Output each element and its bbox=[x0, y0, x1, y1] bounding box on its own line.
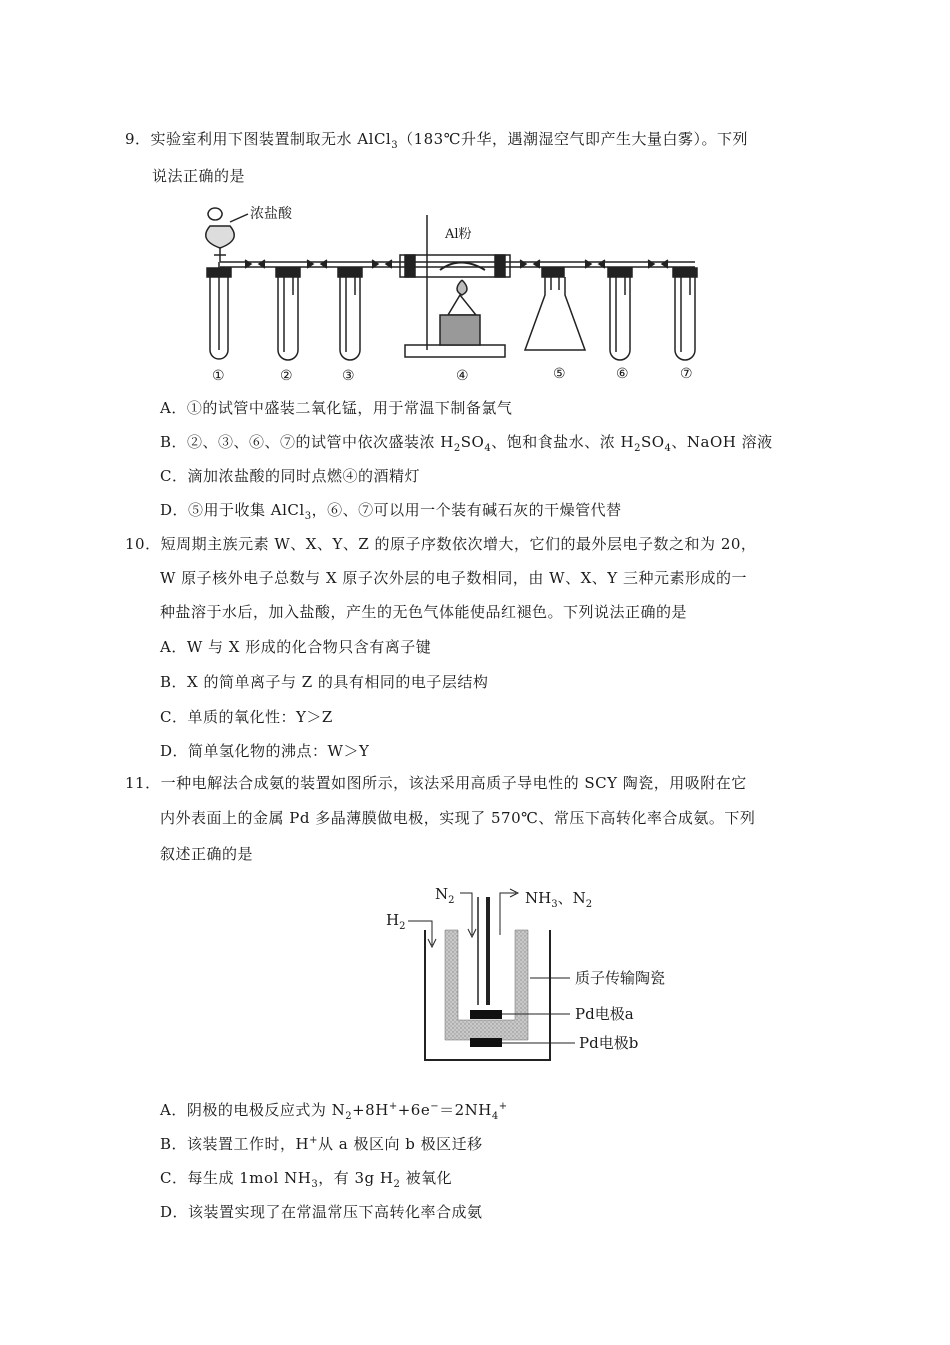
q10-stem-line2: W 原子核外电子总数与 X 原子次外层的电子数相同，由 W、X、Y 三种元素形成的一 bbox=[160, 569, 747, 587]
number-4: ④ bbox=[456, 368, 469, 384]
label-proton-ceramic: 质子传输陶瓷 bbox=[575, 969, 666, 987]
q11-option-b: B．该装置工作时，H+从 a 极区向 b 极区迁移 bbox=[160, 1135, 483, 1153]
q11-stem-line3: 叙述正确的是 bbox=[160, 845, 254, 863]
label-conc-hcl: 浓盐酸 bbox=[250, 206, 292, 222]
label-al-powder: Al粉 bbox=[445, 227, 472, 242]
q10-stem-line1: 10．短周期主族元素 W、X、Y、Z 的原子序数依次增大，它们的最外层电子数之和为 20， bbox=[125, 535, 757, 553]
q9-option-b: B．②、③、⑥、⑦的试管中依次盛装浓 $H_2SO_4$、饱和食盐水、浓 $H_2SO_4$、NaOH 溶液 bbox=[160, 433, 773, 454]
q11-stem-line2: 内外表面上的金属 Pd 多晶薄膜做电极，实现了 570℃、常压下高转化率合成氨。下列 bbox=[160, 809, 756, 827]
q9-stem-line1: 9．实验室利用下图装置制取无水 AlCl$_3$（183℃升华，遇潮湿空气即产生大量白雾）。下列 bbox=[125, 130, 749, 151]
q10-option-b: B．X 的简单离子与 Z 的具有相同的电子层结构 bbox=[160, 673, 489, 691]
q9-option-c: C．滴加浓盐酸的同时点燃④的酒精灯 bbox=[160, 467, 420, 485]
number-2: ② bbox=[280, 368, 293, 384]
number-1: ① bbox=[212, 368, 225, 384]
number-6: ⑥ bbox=[616, 366, 629, 382]
label-pd-electrode-b: Pd电极b bbox=[579, 1034, 639, 1052]
q11-option-a: A．阴极的电极反应式为 $N_2+8H^++6e^-=2NH_4^+$ bbox=[160, 1101, 508, 1122]
q10-option-c: C．单质的氧化性：Y＞Z bbox=[160, 708, 333, 726]
q11-option-c: C．每生成 1mol $NH_3$，有 3g $H_2$ 被氧化 bbox=[160, 1169, 453, 1190]
q10-option-d: D．简单氢化物的沸点：W＞Y bbox=[160, 742, 370, 760]
label-h2: $H_2$ bbox=[386, 911, 406, 932]
label-nh3-n2: $NH_3$、$N_2$ bbox=[525, 889, 593, 910]
q10-stem-line3: 种盐溶于水后，加入盐酸，产生的无色气体能使品红褪色。下列说法正确的是 bbox=[160, 603, 688, 621]
number-3: ③ bbox=[342, 368, 355, 384]
q11-option-d: D．该装置实现了在常温常压下高转化率合成氨 bbox=[160, 1203, 483, 1221]
q11-electrolysis-figure bbox=[380, 875, 700, 1075]
label-pd-electrode-a: Pd电极a bbox=[575, 1005, 634, 1023]
number-7: ⑦ bbox=[680, 366, 693, 382]
q11-stem-line1: 11．一种电解法合成氨的装置如图所示，该法采用高质子导电性的 SCY 陶瓷，用吸附在它 bbox=[125, 774, 747, 792]
number-5: ⑤ bbox=[553, 366, 566, 382]
q9-stem-line2: 说法正确的是 bbox=[152, 167, 246, 185]
q9-option-a: A．①的试管中盛装二氧化锰，用于常温下制备氯气 bbox=[160, 399, 513, 417]
q9-apparatus-figure bbox=[190, 200, 710, 390]
q10-option-a: A．W 与 X 形成的化合物只含有离子键 bbox=[160, 638, 432, 656]
q9-option-d: D．⑤用于收集 AlCl$_3$，⑥、⑦可以用一个装有碱石灰的干燥管代替 bbox=[160, 501, 622, 522]
label-n2: $N_2$ bbox=[435, 885, 455, 906]
